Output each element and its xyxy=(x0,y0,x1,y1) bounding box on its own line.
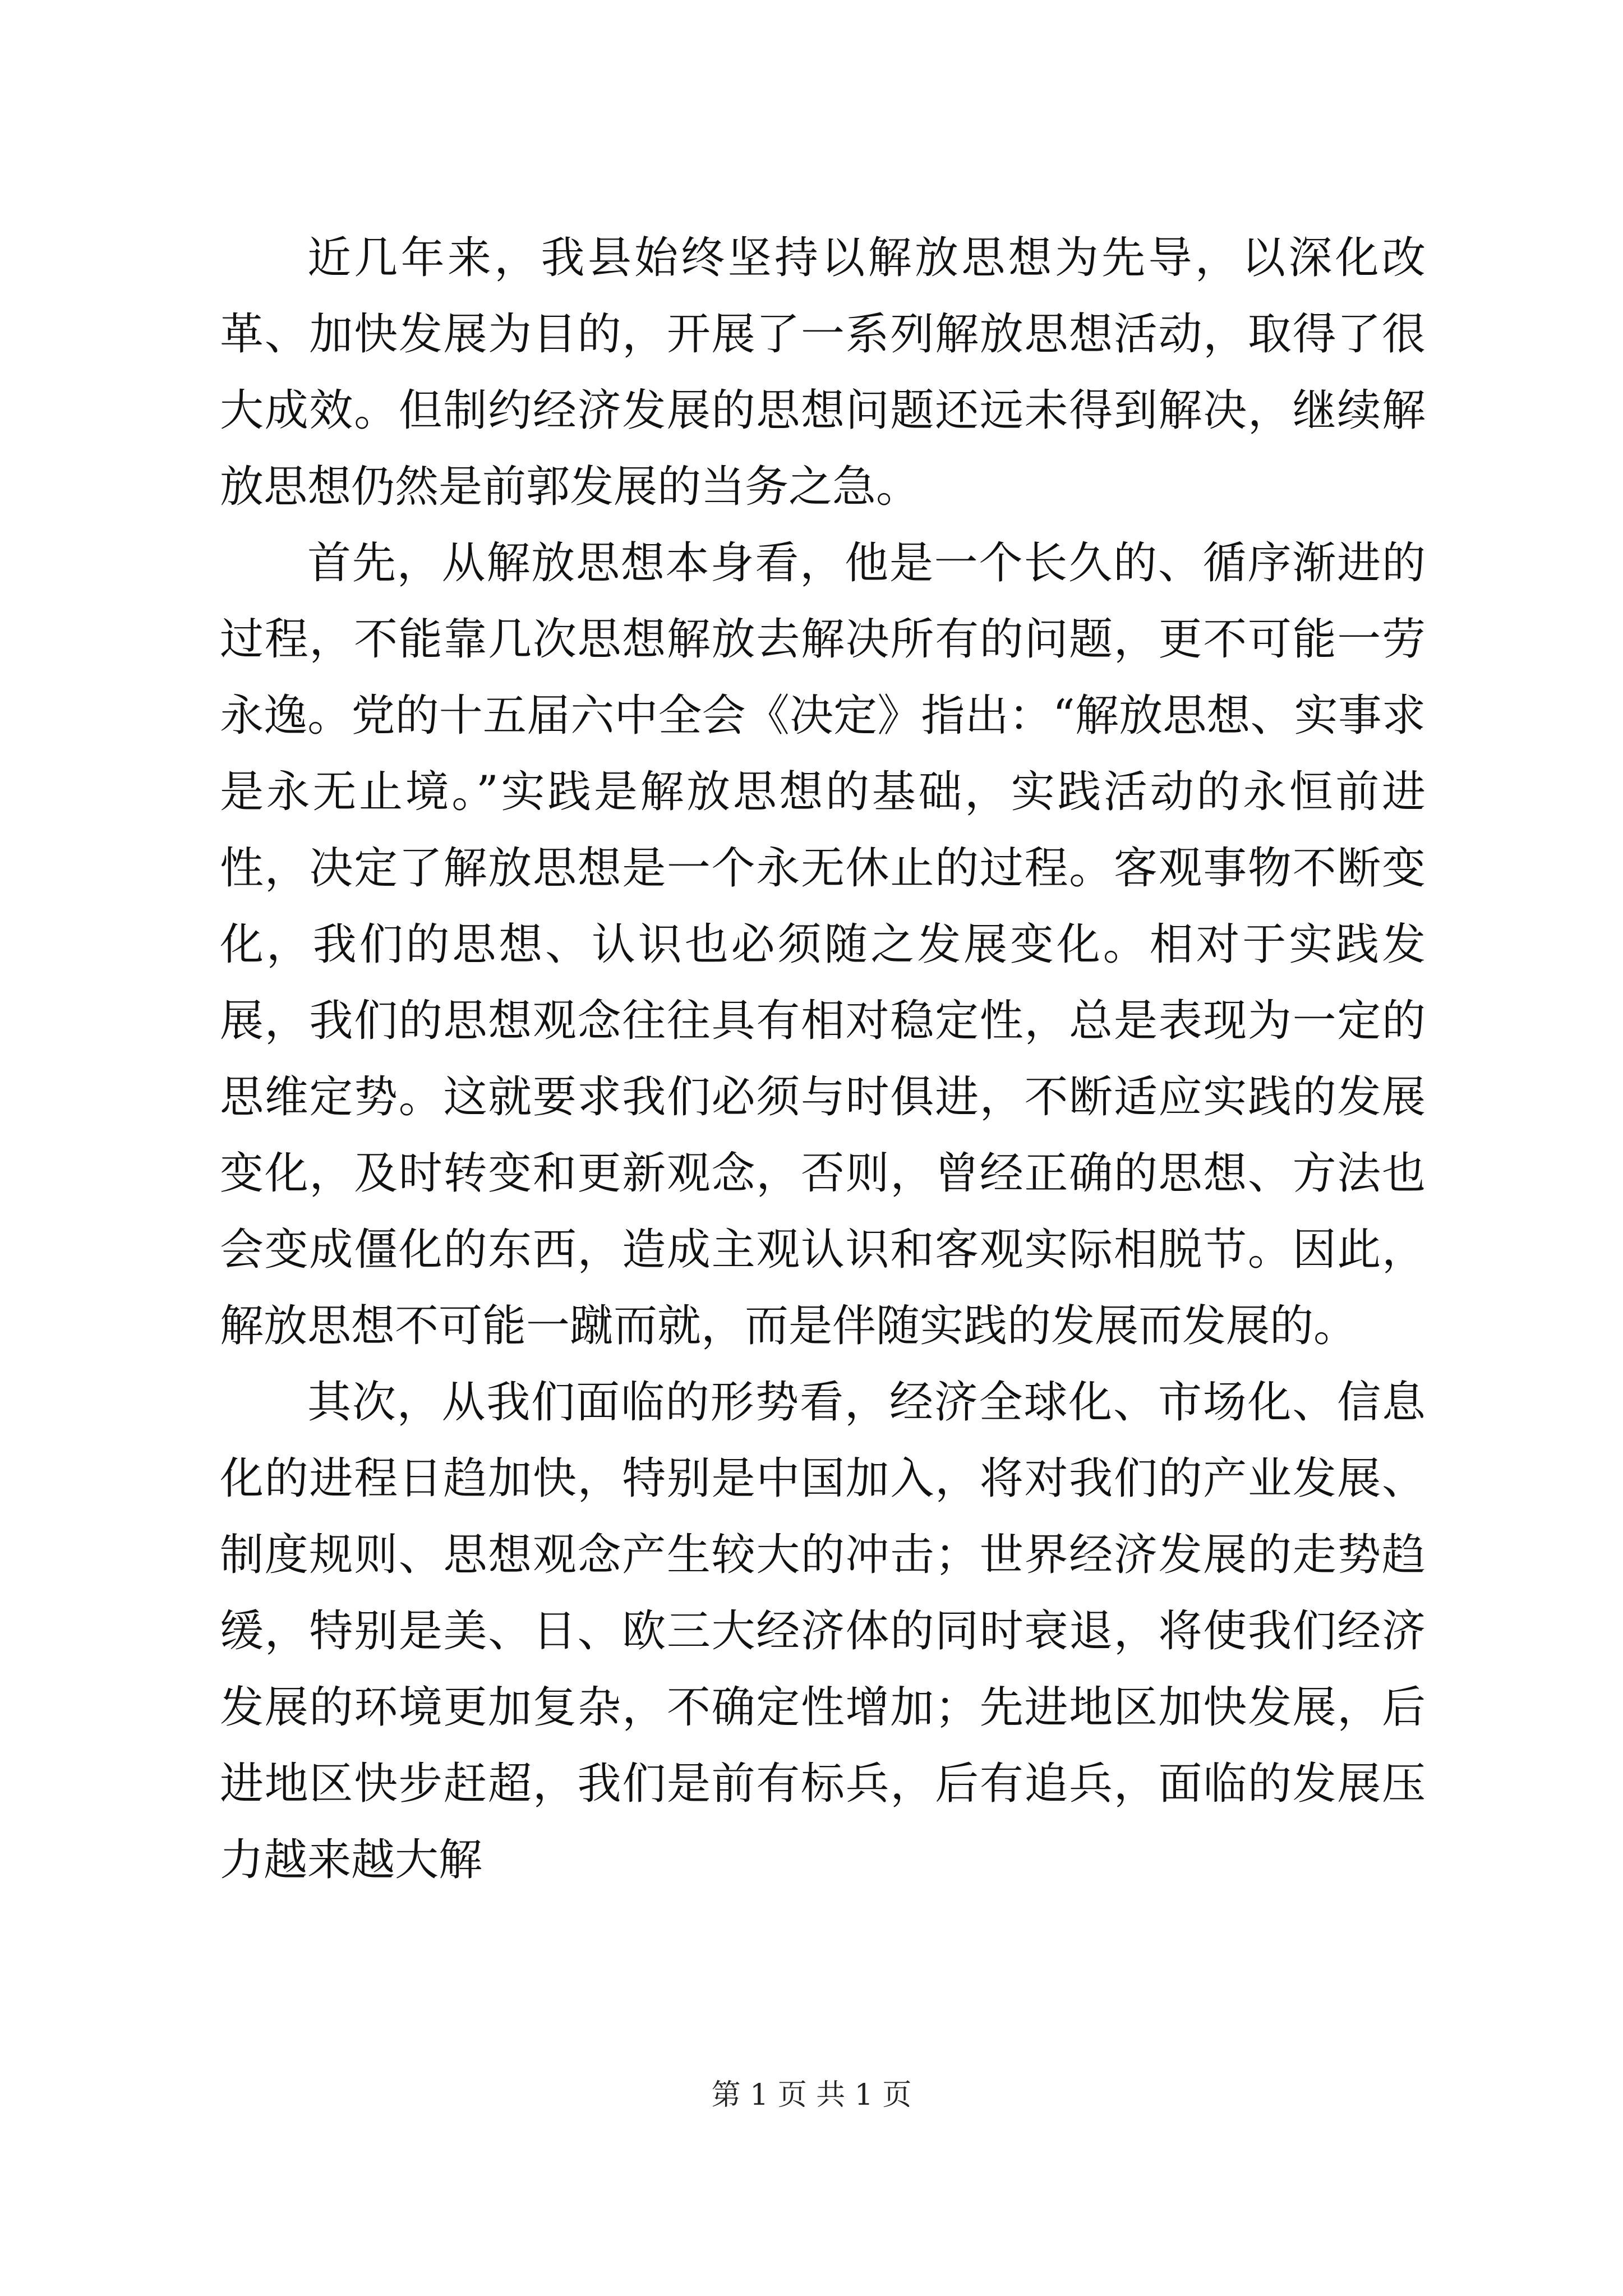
paragraph-2: 首先，从解放思想本身看，他是一个长久的、循序渐进的过程，不能靠几次思想解放去解决所有的问题，更不可能一劳永逸。党的十五届六中全会《决定》指出：“解放思想、实事求是永无止境。”实践是解放思想的基础，实践活动的永恒前进性，决定了解放思想是一个永无休止的过程。客观事物不断变化，我们的思想、认识也必须随之发展变化。相对于实践发展，我们的思想观念往往具有相对稳定性，总是表现为一定的思维定势。这就要求我们必须与时俱进，不断适应实践的发展变化，及时转变和更新观念，否则，曾经正确的思想、方法也会变成僵化的东西，造成主观认识和客观实际相脱节。因此，解放思想不可能一蹴而就，而是伴随实践的发展而发展的。 xyxy=(220,538,1426,1351)
page-number-label: 第 1 页 共 1 页 xyxy=(711,2078,912,2112)
document-body xyxy=(220,220,1426,1898)
page-footer xyxy=(0,2076,1623,2115)
paragraph-3: 其次，从我们面临的形势看，经济全球化、市场化、信息化的进程日趋加快，特别是中国加入，将对我们的产业发展、制度规则、思想观念产生较大的冲击；世界经济发展的走势趋缓，特别是美、日、欧三大经济体的同时衰退，将使我们经济发展的环境更加复杂，不确定性增加；先进地区加快发展，后进地区快步赶超，我们是前有标兵，后有追兵，面临的发展压力越来越大解 xyxy=(220,1377,1426,1885)
paragraph-1: 近几年来，我县始终坚持以解放思想为先导，以深化改革、加快发展为目的，开展了一系列解放思想活动，取得了很大成效。但制约经济发展的思想问题还远未得到解决，继续解放思想仍然是前郭发展的当务之急。 xyxy=(220,233,1426,512)
